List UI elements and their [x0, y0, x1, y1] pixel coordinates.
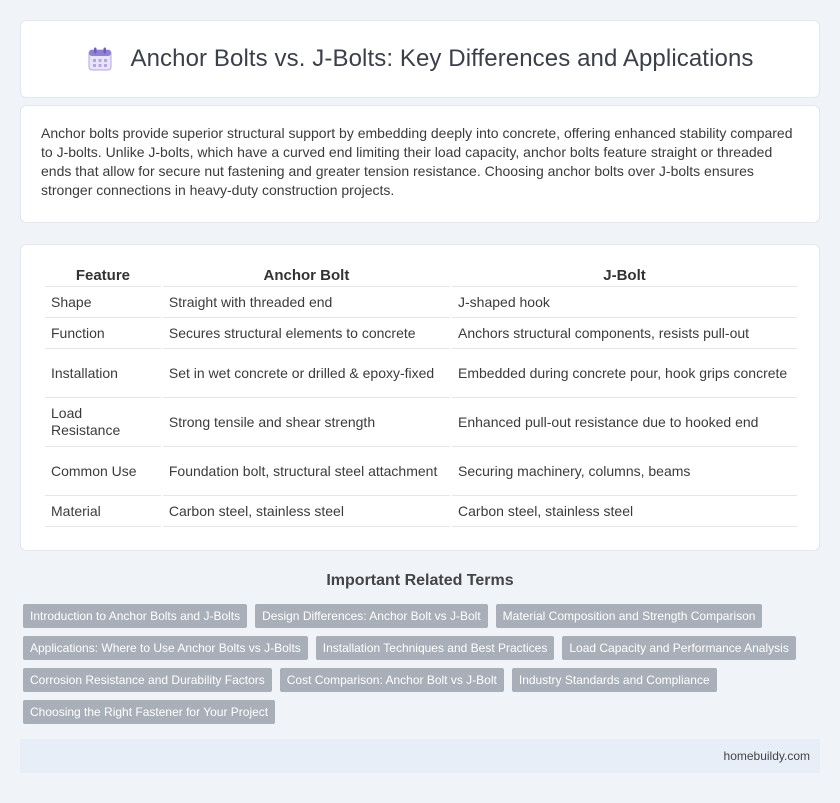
table-row	[45, 318, 797, 349]
header-anchor-bolt: Anchor Bolt	[163, 265, 450, 287]
related-term-tag[interactable]: Installation Techniques and Best Practices	[316, 636, 555, 660]
row-anchor-bolt: Set in wet concrete or drilled & epoxy-fixed	[163, 349, 450, 398]
row-feature: Shape	[45, 287, 161, 318]
row-anchor-bolt: Straight with threaded end	[163, 287, 450, 318]
calendar-icon	[87, 46, 113, 72]
row-j-bolt: Enhanced pull-out resistance due to hooked end	[452, 398, 797, 447]
row-j-bolt: Embedded during concrete pour, hook grips concrete	[452, 349, 797, 398]
row-feature: Load Resistance	[45, 398, 161, 447]
header-j-bolt: J-Bolt	[452, 265, 797, 287]
table-row	[45, 287, 797, 318]
row-j-bolt: J-shaped hook	[452, 287, 797, 318]
header-feature: Feature	[45, 265, 161, 287]
related-term-tag[interactable]: Load Capacity and Performance Analysis	[562, 636, 795, 660]
related-terms-tags	[23, 604, 823, 724]
table-row	[45, 349, 797, 398]
related-term-tag[interactable]: Design Differences: Anchor Bolt vs J-Bolt	[255, 604, 488, 628]
table-header-row	[45, 265, 797, 287]
row-feature: Material	[45, 496, 161, 527]
related-terms-title: Important Related Terms	[326, 572, 514, 589]
row-anchor-bolt: Carbon steel, stainless steel	[163, 496, 450, 527]
related-term-tag[interactable]: Choosing the Right Fastener for Your Project	[23, 700, 275, 724]
row-anchor-bolt: Strong tensile and shear strength	[163, 398, 450, 447]
related-term-tag[interactable]: Introduction to Anchor Bolts and J-Bolts	[23, 604, 247, 628]
comparison-table	[43, 265, 799, 527]
row-feature: Common Use	[45, 447, 161, 496]
intro-paragraph: Anchor bolts provide superior structural support by embedding deeply into concrete, offering enhanced stability compared to J-bolts. Unlike J-bolts, which have a curved end limiting their load capacity, anchor bolts feature straight or threaded ends that allow for secure nut fastening and greater tension resistance. Choosing anchor bolts over J-bolts ensures stronger connections in heavy-duty construction projects.	[41, 125, 793, 198]
title-wrap	[87, 45, 754, 73]
page-title: Anchor Bolts vs. J-Bolts: Key Differences and Applications	[130, 45, 754, 72]
row-anchor-bolt: Secures structural elements to concrete	[163, 318, 450, 349]
row-feature: Function	[45, 318, 161, 349]
row-feature: Installation	[45, 349, 161, 398]
related-term-tag[interactable]: Applications: Where to Use Anchor Bolts vs J-Bolts	[23, 636, 308, 660]
header-card	[20, 20, 820, 98]
comparison-table-card	[20, 244, 820, 551]
related-term-tag[interactable]: Corrosion Resistance and Durability Factors	[23, 668, 272, 692]
footer-site-link[interactable]: homebuildy.com	[723, 749, 810, 763]
table-row	[45, 496, 797, 527]
row-j-bolt: Anchors structural components, resists pull-out	[452, 318, 797, 349]
related-term-tag[interactable]: Industry Standards and Compliance	[512, 668, 717, 692]
related-term-tag[interactable]: Material Composition and Strength Comparison	[496, 604, 763, 628]
row-anchor-bolt: Foundation bolt, structural steel attachment	[163, 447, 450, 496]
related-term-tag[interactable]: Cost Comparison: Anchor Bolt vs J-Bolt	[280, 668, 504, 692]
table-row	[45, 398, 797, 447]
table-row	[45, 447, 797, 496]
intro-card	[20, 105, 820, 223]
row-j-bolt: Carbon steel, stainless steel	[452, 496, 797, 527]
footer	[20, 739, 820, 773]
row-j-bolt: Securing machinery, columns, beams	[452, 447, 797, 496]
